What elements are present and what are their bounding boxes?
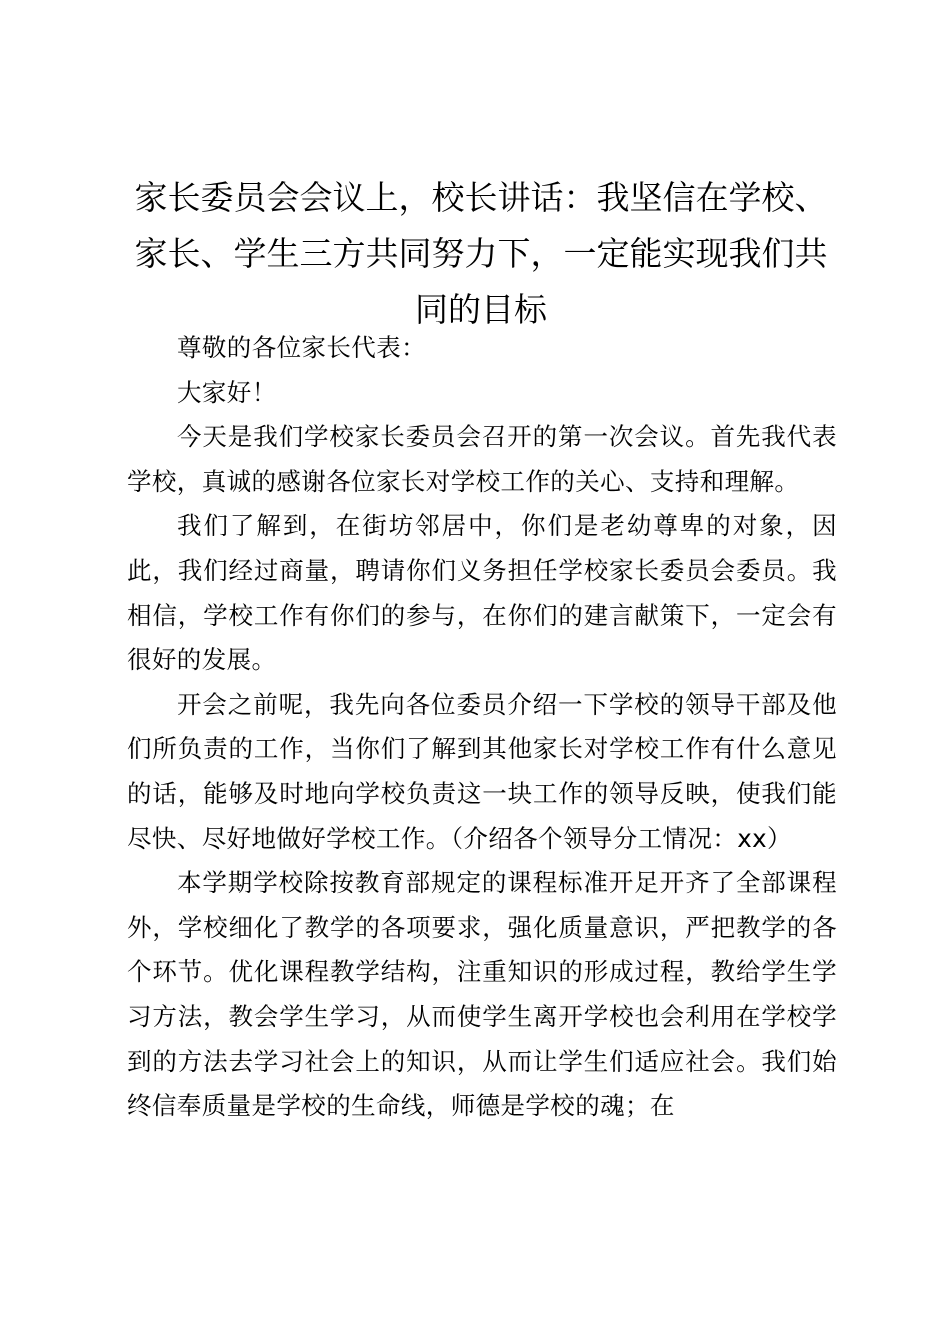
- paragraph-salutation: 尊敬的各位家长代表：: [177, 333, 426, 362]
- paragraph-4: 本学期学校除按教育部规定的课程标准开足开齐了全部课程外，学校细化了教学的各项要求，强化质量意识，严把教学的各个环节。优化课程教学结构，注重知识的形成过程，教给学生学习方法，教会学生学习，从而使学生离开学校也会利用在学校学到的方法去学习社会上的知识，从而让学生们适应社会。我们始终信奉质量是学校的生命线，师德是学校的魂；在: [127, 868, 837, 1121]
- paragraph-2: 我们了解到，在街坊邻居中，你们是老幼尊卑的对象，因此，我们经过商量，聘请你们义务担任学校家长委员会委员。我相信，学校工作有你们的参与，在你们的建言献策下，一定会有很好的发展。: [127, 511, 837, 675]
- paragraph-3: 开会之前呢，我先向各位委员介绍一下学校的领导干部及他们所负责的工作，当你们了解到其他家长对学校工作有什么意见的话，能够及时地向学校负责这一块工作的领导反映，使我们能尽快、尽好地做好学校工作。（介绍各个领导分工情况：xx）: [127, 689, 837, 853]
- document-title: 家长委员会会议上，校长讲话：我坚信在学校、家长、学生三方共同努力下，一定能实现我们共同的目标: [134, 178, 828, 329]
- paragraph-greeting: 大家好！: [177, 377, 277, 407]
- paragraph-1: 今天是我们学校家长委员会召开的第一次会议。首先我代表学校，真诚的感谢各位家长对学校工作的关心、支持和理解。: [127, 422, 837, 496]
- document-body: [127, 326, 837, 1129]
